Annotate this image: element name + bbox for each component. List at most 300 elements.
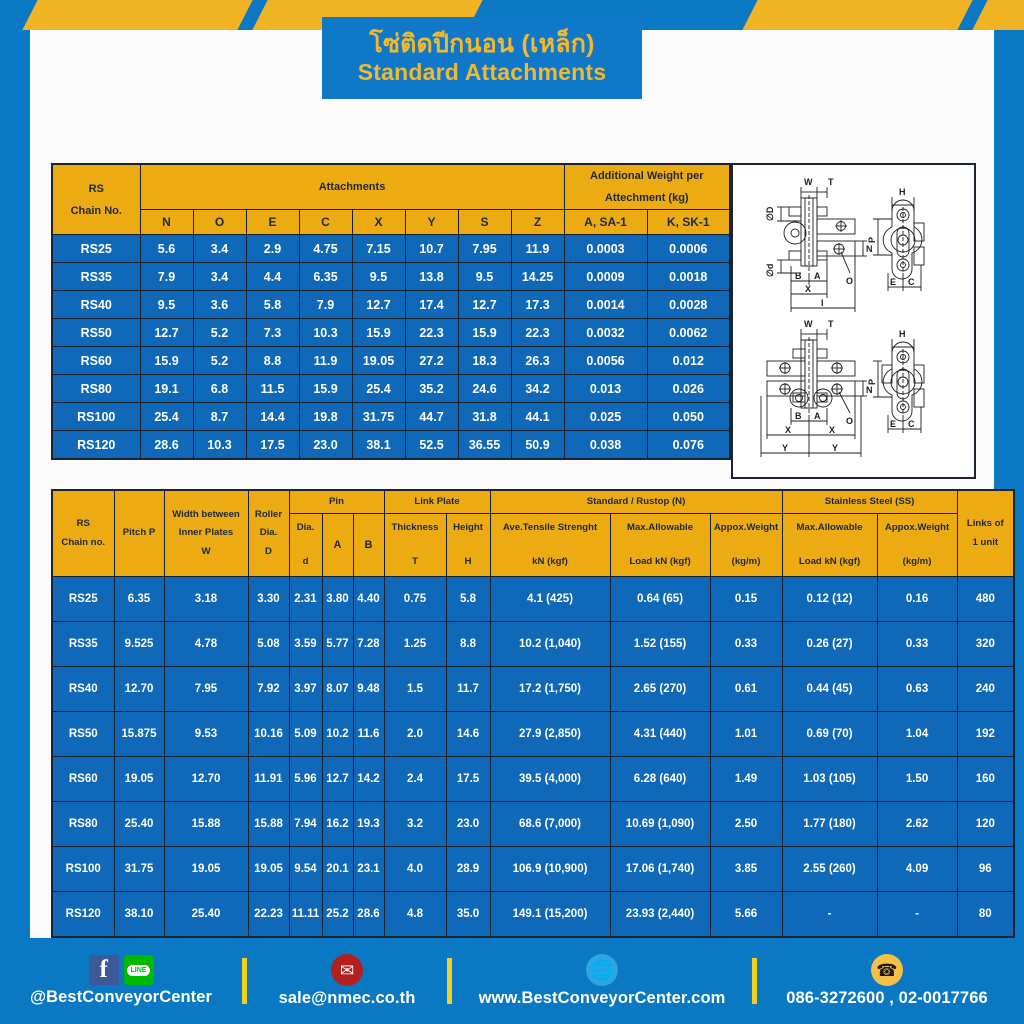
t2-r4-c10: 1.49: [710, 757, 782, 802]
t1-r6-c4: 31.75: [352, 403, 405, 431]
t2-r5-c9: 10.69 (1,090): [610, 802, 710, 847]
t1-r2-c1: 3.6: [193, 291, 246, 319]
t1-r3-c7: 22.3: [511, 319, 564, 347]
t2-r1-c9: 1.52 (155): [610, 622, 710, 667]
t1-r1-c5: 13.8: [405, 263, 458, 291]
t1-r6-chain: RS100: [52, 403, 140, 431]
t2-r5-chain: RS80: [52, 802, 114, 847]
footer-email-address: sale@nmec.co.th: [278, 989, 416, 1007]
t1-r6-c8: 0.025: [564, 403, 647, 431]
t1-col-O: O: [193, 210, 246, 235]
t2-r1-c6: 1.25: [384, 622, 446, 667]
t1-r7-c4: 38.1: [352, 431, 405, 460]
t1-r4-chain: RS60: [52, 347, 140, 375]
t1-r4-c3: 11.9: [299, 347, 352, 375]
t2-header-height-l2: H: [464, 556, 472, 567]
t1-col-C: C: [299, 210, 352, 235]
chevron-stripe: [972, 0, 1024, 30]
t1-r1-c6: 9.5: [458, 263, 511, 291]
label-A-bottom: A: [814, 411, 821, 421]
label-B: B: [795, 271, 802, 281]
t1-col-Y: Y: [405, 210, 458, 235]
t2-header-ss-maxload: [782, 514, 877, 577]
t1-r2-c5: 17.4: [405, 291, 458, 319]
t2-header-pin-b: B: [353, 514, 384, 577]
t1-r2-c0: 9.5: [140, 291, 193, 319]
t2-r4-c4: 12.7: [322, 757, 353, 802]
t2-header-links-l2: 1 unit: [972, 536, 999, 548]
chevron-stripe: [22, 0, 252, 30]
t1-r7-c8: 0.038: [564, 431, 647, 460]
t1-r0-c5: 10.7: [405, 235, 458, 263]
t1-r3-c9: 0.0062: [647, 319, 730, 347]
t2-r7-c7: 35.0: [446, 892, 490, 938]
t1-r6-c5: 44.7: [405, 403, 458, 431]
facebook-icon[interactable]: [89, 955, 119, 985]
t1-r3-c1: 5.2: [193, 319, 246, 347]
t2-r0-c7: 5.8: [446, 577, 490, 622]
t2-r7-c2: 22.23: [248, 892, 289, 938]
t1-r7-c3: 23.0: [299, 431, 352, 460]
line-icon[interactable]: [124, 955, 154, 985]
t2-r1-c4: 5.77: [322, 622, 353, 667]
phone-glyph: ☎: [876, 960, 898, 980]
t2-header-pin-dia: [289, 514, 322, 577]
title-thai: โซ่ติดปีกนอน (เหล็ก): [369, 30, 595, 59]
t1-r1-c1: 3.4: [193, 263, 246, 291]
contact-footer: [0, 938, 1024, 1024]
t2-r1-c2: 5.08: [248, 622, 289, 667]
label-E: E: [890, 277, 897, 287]
t2-r3-c8: 27.9 (2,850): [490, 712, 610, 757]
t1-r2-c9: 0.0028: [647, 291, 730, 319]
t2-r5-c12: 2.62: [877, 802, 957, 847]
table-row: [52, 802, 1014, 847]
t1-r3-c3: 10.3: [299, 319, 352, 347]
t2-body: [52, 577, 1014, 938]
table-row: [52, 577, 1014, 622]
t2-r6-c13: 96: [957, 847, 1014, 892]
t2-r5-c5: 19.3: [353, 802, 384, 847]
t2-r2-c6: 1.5: [384, 667, 446, 712]
label-X: X: [805, 284, 812, 294]
t2-r2-c0: 12.70: [114, 667, 164, 712]
t2-r3-c12: 1.04: [877, 712, 957, 757]
t2-r4-c0: 19.05: [114, 757, 164, 802]
t2-r5-c4: 16.2: [322, 802, 353, 847]
footer-website[interactable]: [452, 954, 752, 1008]
t1-r5-c9: 0.026: [647, 375, 730, 403]
t2-r4-c5: 14.2: [353, 757, 384, 802]
t1-r0-c0: 5.6: [140, 235, 193, 263]
diagram-svg: [733, 165, 970, 473]
t1-r4-c2: 8.8: [246, 347, 299, 375]
t1-col-S: S: [458, 210, 511, 235]
t1-col-N: N: [140, 210, 193, 235]
t1-r4-c6: 18.3: [458, 347, 511, 375]
t2-r4-chain: RS60: [52, 757, 114, 802]
table-row: [52, 375, 730, 403]
t2-r6-c9: 17.06 (1,740): [610, 847, 710, 892]
t2-r2-c4: 8.07: [322, 667, 353, 712]
t2-header-linkplate: Link Plate: [384, 490, 490, 514]
label-E-bottom: E: [890, 419, 897, 429]
label-H: H: [899, 187, 906, 197]
t1-r3-c2: 7.3: [246, 319, 299, 347]
label-N: N: [866, 244, 873, 254]
t2-r3-c5: 11.6: [353, 712, 384, 757]
t2-r1-c12: 0.33: [877, 622, 957, 667]
t2-r5-c13: 120: [957, 802, 1014, 847]
t1-body: [52, 235, 730, 460]
t1-r2-c2: 5.8: [246, 291, 299, 319]
t2-r6-c5: 23.1: [353, 847, 384, 892]
t1-r1-c8: 0.0009: [564, 263, 647, 291]
t2-r7-c6: 4.8: [384, 892, 446, 938]
t2-r3-c3: 5.09: [289, 712, 322, 757]
title-english: Standard Attachments: [357, 58, 607, 85]
label-C-bottom: C: [908, 419, 915, 429]
t2-r0-c6: 0.75: [384, 577, 446, 622]
t1-r4-c8: 0.0056: [564, 347, 647, 375]
t1-r1-c2: 4.4: [246, 263, 299, 291]
footer-email[interactable]: [247, 954, 447, 1008]
email-icon[interactable]: [331, 954, 363, 986]
line-icon-label: LINE: [127, 965, 151, 976]
t2-header-tensile-l2: kN (kgf): [532, 556, 568, 567]
t2-r6-c2: 19.05: [248, 847, 289, 892]
label-X-right: X: [829, 425, 836, 435]
t2-header-standard-rustop: Standard / Rustop (N): [490, 490, 782, 514]
label-W: W: [804, 177, 813, 187]
footer-facebook[interactable]: [0, 955, 242, 1007]
t2-r4-c6: 2.4: [384, 757, 446, 802]
t2-r2-c7: 11.7: [446, 667, 490, 712]
chevron-stripe: [742, 0, 972, 30]
t2-header-maxload: [610, 514, 710, 577]
label-W-bottom: W: [804, 319, 813, 329]
label-N-bottom: N: [866, 385, 873, 395]
t2-r5-c8: 68.6 (7,000): [490, 802, 610, 847]
t2-r2-c5: 9.48: [353, 667, 384, 712]
t2-header-maxload-l2: Load kN (kgf): [629, 556, 691, 567]
t1-r1-c4: 9.5: [352, 263, 405, 291]
label-T: T: [828, 177, 834, 187]
t2-r1-c10: 0.33: [710, 622, 782, 667]
t2-r0-c10: 0.15: [710, 577, 782, 622]
t2-r0-c5: 4.40: [353, 577, 384, 622]
t2-r6-c1: 19.05: [164, 847, 248, 892]
t2-r4-c2: 11.91: [248, 757, 289, 802]
footer-phone-number: 086-3272600 , 02-0017766: [786, 989, 988, 1007]
t2-header-roller: [248, 490, 289, 577]
t2-r2-c10: 0.61: [710, 667, 782, 712]
t2-r2-c3: 3.97: [289, 667, 322, 712]
t2-r5-c1: 15.88: [164, 802, 248, 847]
diagram-bottom-right-front-view: [867, 329, 924, 433]
t2-r3-c11: 0.69 (70): [782, 712, 877, 757]
t1-r0-c2: 2.9: [246, 235, 299, 263]
t1-r7-c0: 28.6: [140, 431, 193, 460]
phone-icon[interactable]: [871, 954, 903, 986]
t1-header-chain-line1: RS: [88, 182, 104, 195]
t2-r3-c6: 2.0: [384, 712, 446, 757]
t1-r4-c7: 26.3: [511, 347, 564, 375]
label-O: O: [846, 276, 854, 286]
table-row: [52, 847, 1014, 892]
t2-r0-c0: 6.35: [114, 577, 164, 622]
table-row: [52, 347, 730, 375]
t1-r3-c6: 15.9: [458, 319, 511, 347]
t2-r3-c0: 15.875: [114, 712, 164, 757]
t2-r5-c6: 3.2: [384, 802, 446, 847]
t1-r3-c0: 12.7: [140, 319, 193, 347]
t1-r5-c8: 0.013: [564, 375, 647, 403]
t2-r2-chain: RS40: [52, 667, 114, 712]
t2-r0-c1: 3.18: [164, 577, 248, 622]
t1-r1-c3: 6.35: [299, 263, 352, 291]
t2-header-stainless: Stainless Steel (SS): [782, 490, 957, 514]
t2-header-maxload-l1: Max.Allowable: [626, 521, 694, 533]
t1-r1-c7: 14.25: [511, 263, 564, 291]
diagram-top-left-side-view: [765, 177, 873, 312]
label-X-left: X: [785, 425, 792, 435]
t2-r1-c1: 4.78: [164, 622, 248, 667]
t1-r1-c0: 7.9: [140, 263, 193, 291]
t1-r5-c5: 35.2: [405, 375, 458, 403]
t2-header-ss-weight-l1: Appox.Weight: [884, 521, 950, 533]
t2-r4-c11: 1.03 (105): [782, 757, 877, 802]
t1-r3-c4: 15.9: [352, 319, 405, 347]
diagram-top-right-front-view: [867, 187, 924, 291]
t1-r4-c1: 5.2: [193, 347, 246, 375]
label-d: ∅d: [765, 263, 775, 277]
label-Y-left: Y: [782, 443, 789, 453]
t2-r5-c11: 1.77 (180): [782, 802, 877, 847]
t1-r6-c7: 44.1: [511, 403, 564, 431]
t2-header-roller-l2: Dia.: [259, 527, 278, 539]
email-glyph: ✉: [339, 960, 355, 980]
t2-header-ss-maxload-l1: Max.Allowable: [796, 521, 863, 533]
t1-col-K-SK1: K, SK-1: [647, 210, 730, 235]
t2-r2-c8: 17.2 (1,750): [490, 667, 610, 712]
t1-header-additional-weight: [564, 164, 730, 210]
t2-r4-c3: 5.96: [289, 757, 322, 802]
t1-r0-chain: RS25: [52, 235, 140, 263]
t1-r0-c7: 11.9: [511, 235, 564, 263]
t2-r7-c10: 5.66: [710, 892, 782, 938]
t2-r6-c3: 9.54: [289, 847, 322, 892]
t2-header-pin-a: A: [322, 514, 353, 577]
table-row: [52, 235, 730, 263]
t2-header-links-l1: Links of: [966, 518, 1004, 530]
t1-header-addweight-line1: Additional Weight per: [590, 170, 704, 182]
label-H-bottom: H: [899, 329, 906, 339]
t2-header-ss-weight-l2: (kg/m): [902, 556, 932, 567]
t2-r1-chain: RS35: [52, 622, 114, 667]
t2-r0-c8: 4.1 (425): [490, 577, 610, 622]
t2-r3-c4: 10.2: [322, 712, 353, 757]
t2-r7-c12: -: [877, 892, 957, 938]
t1-r2-chain: RS40: [52, 291, 140, 319]
t2-r3-c10: 1.01: [710, 712, 782, 757]
t2-r1-c7: 8.8: [446, 622, 490, 667]
t2-header-roller-l1: Roller: [254, 509, 283, 521]
t2-r6-c6: 4.0: [384, 847, 446, 892]
t1-r0-c6: 7.95: [458, 235, 511, 263]
t2-header-height-l1: Height: [453, 521, 483, 533]
label-I: I: [821, 298, 824, 308]
t1-r0-c9: 0.0006: [647, 235, 730, 263]
t2-r0-c11: 0.12 (12): [782, 577, 877, 622]
t1-r6-c9: 0.050: [647, 403, 730, 431]
t2-r7-c5: 28.6: [353, 892, 384, 938]
t2-r2-c1: 7.95: [164, 667, 248, 712]
t2-r6-c8: 106.9 (10,900): [490, 847, 610, 892]
t1-col-Z: Z: [511, 210, 564, 235]
t2-r7-c0: 38.10: [114, 892, 164, 938]
t2-header-width-l3: W: [201, 545, 211, 557]
t2-header-links: [957, 490, 1014, 577]
t2-r7-c3: 11.11: [289, 892, 322, 938]
t2-r3-c9: 4.31 (440): [610, 712, 710, 757]
page-title: [322, 17, 642, 99]
t1-col-X: X: [352, 210, 405, 235]
t1-col-A-SA1: A, SA-1: [564, 210, 647, 235]
t2-r4-c8: 39.5 (4,000): [490, 757, 610, 802]
table-row: [52, 667, 1014, 712]
t2-r4-c13: 160: [957, 757, 1014, 802]
t1-r6-c3: 19.8: [299, 403, 352, 431]
t2-header-tensile-l1: Ave.Tensile Strenght: [502, 521, 598, 533]
t1-header-chain: [52, 164, 140, 235]
t2-r6-c4: 20.1: [322, 847, 353, 892]
t1-r5-c1: 6.8: [193, 375, 246, 403]
t2-r5-c2: 15.88: [248, 802, 289, 847]
table-row: [52, 712, 1014, 757]
t1-r5-c0: 19.1: [140, 375, 193, 403]
t2-header-ss-weight: [877, 514, 957, 577]
t2-r2-c13: 240: [957, 667, 1014, 712]
t2-r0-c3: 2.31: [289, 577, 322, 622]
t2-header-ss-maxload-l2: Load kN (kgf): [798, 556, 861, 567]
label-Y-right: Y: [832, 443, 839, 453]
t1-r1-chain: RS35: [52, 263, 140, 291]
t2-r1-c3: 3.59: [289, 622, 322, 667]
t2-header-weight-l1: Appox.Weight: [713, 521, 779, 533]
t2-r2-c12: 0.63: [877, 667, 957, 712]
t2-r3-c13: 192: [957, 712, 1014, 757]
label-O-bottom: O: [846, 416, 854, 426]
label-D: ∅D: [765, 206, 775, 221]
footer-website-url: www.BestConveyorCenter.com: [478, 989, 726, 1007]
t2-header-thickness-l1: Thickness: [391, 521, 439, 533]
t1-r7-c5: 52.5: [405, 431, 458, 460]
table-row: [52, 431, 730, 460]
t2-r1-c13: 320: [957, 622, 1014, 667]
t2-r7-chain: RS120: [52, 892, 114, 938]
t1-r2-c7: 17.3: [511, 291, 564, 319]
t1-r6-c2: 14.4: [246, 403, 299, 431]
table-row: [52, 263, 730, 291]
t2-header-thickness-l2: T: [412, 556, 418, 567]
footer-facebook-handle: @BestConveyorCenter: [29, 988, 213, 1006]
t2-r6-c7: 28.9: [446, 847, 490, 892]
label-P-bottom: P: [867, 378, 877, 385]
t1-r5-c3: 15.9: [299, 375, 352, 403]
t1-r6-c0: 25.4: [140, 403, 193, 431]
t2-r5-c0: 25.40: [114, 802, 164, 847]
t2-r6-c12: 4.09: [877, 847, 957, 892]
t2-r4-c12: 1.50: [877, 757, 957, 802]
t2-r2-c2: 7.92: [248, 667, 289, 712]
t2-header-roller-l3: D: [265, 545, 272, 557]
t2-r2-c11: 0.44 (45): [782, 667, 877, 712]
t2-r0-c12: 0.16: [877, 577, 957, 622]
t2-r7-c11: -: [782, 892, 877, 938]
t1-r4-c9: 0.012: [647, 347, 730, 375]
t1-r0-c3: 4.75: [299, 235, 352, 263]
t2-r7-c13: 80: [957, 892, 1014, 938]
t1-header-chain-line2: Chain No.: [70, 204, 122, 217]
t1-r6-c1: 8.7: [193, 403, 246, 431]
t2-r7-c1: 25.40: [164, 892, 248, 938]
t1-r4-c5: 27.2: [405, 347, 458, 375]
t2-header-pitch: Pitch P: [114, 490, 164, 577]
t2-r3-chain: RS50: [52, 712, 114, 757]
t2-r0-chain: RS25: [52, 577, 114, 622]
t2-header-width: [164, 490, 248, 577]
t2-r6-chain: RS100: [52, 847, 114, 892]
t2-r4-c1: 12.70: [164, 757, 248, 802]
t2-r0-c4: 3.80: [322, 577, 353, 622]
t1-r3-chain: RS50: [52, 319, 140, 347]
t2-r7-c4: 25.2: [322, 892, 353, 938]
t1-r0-c1: 3.4: [193, 235, 246, 263]
table-row: [52, 291, 730, 319]
table-row: [52, 403, 730, 431]
t1-r5-c7: 34.2: [511, 375, 564, 403]
t2-header-pin: Pin: [289, 490, 384, 514]
t1-r2-c3: 7.9: [299, 291, 352, 319]
t1-r4-c4: 19.05: [352, 347, 405, 375]
t1-r5-c4: 25.4: [352, 375, 405, 403]
t1-r5-chain: RS80: [52, 375, 140, 403]
t1-r1-c9: 0.0018: [647, 263, 730, 291]
t1-r6-c6: 31.8: [458, 403, 511, 431]
t1-r4-c0: 15.9: [140, 347, 193, 375]
t2-header-pin-dia-l2: d: [302, 556, 309, 567]
t2-r5-c10: 2.50: [710, 802, 782, 847]
t2-header-pin-dia-l1: Dia.: [296, 521, 315, 533]
table-row: [52, 319, 730, 347]
table-row: [52, 892, 1014, 938]
t2-header-chain-l1: RS: [76, 518, 90, 530]
t1-r7-c6: 36.55: [458, 431, 511, 460]
t2-r0-c2: 3.30: [248, 577, 289, 622]
t2-r3-c2: 10.16: [248, 712, 289, 757]
t2-r6-c10: 3.85: [710, 847, 782, 892]
t2-r7-c8: 149.1 (15,200): [490, 892, 610, 938]
globe-glyph: 🌐: [590, 959, 614, 981]
t2-header-width-l2: Inner Plates: [178, 527, 234, 539]
t2-r6-c11: 2.55 (260): [782, 847, 877, 892]
t1-header-attachments: Attachments: [140, 164, 564, 210]
globe-icon[interactable]: [586, 954, 618, 986]
t1-subheader-row: [52, 210, 730, 235]
footer-phone[interactable]: [757, 954, 1017, 1008]
t1-r3-c5: 22.3: [405, 319, 458, 347]
